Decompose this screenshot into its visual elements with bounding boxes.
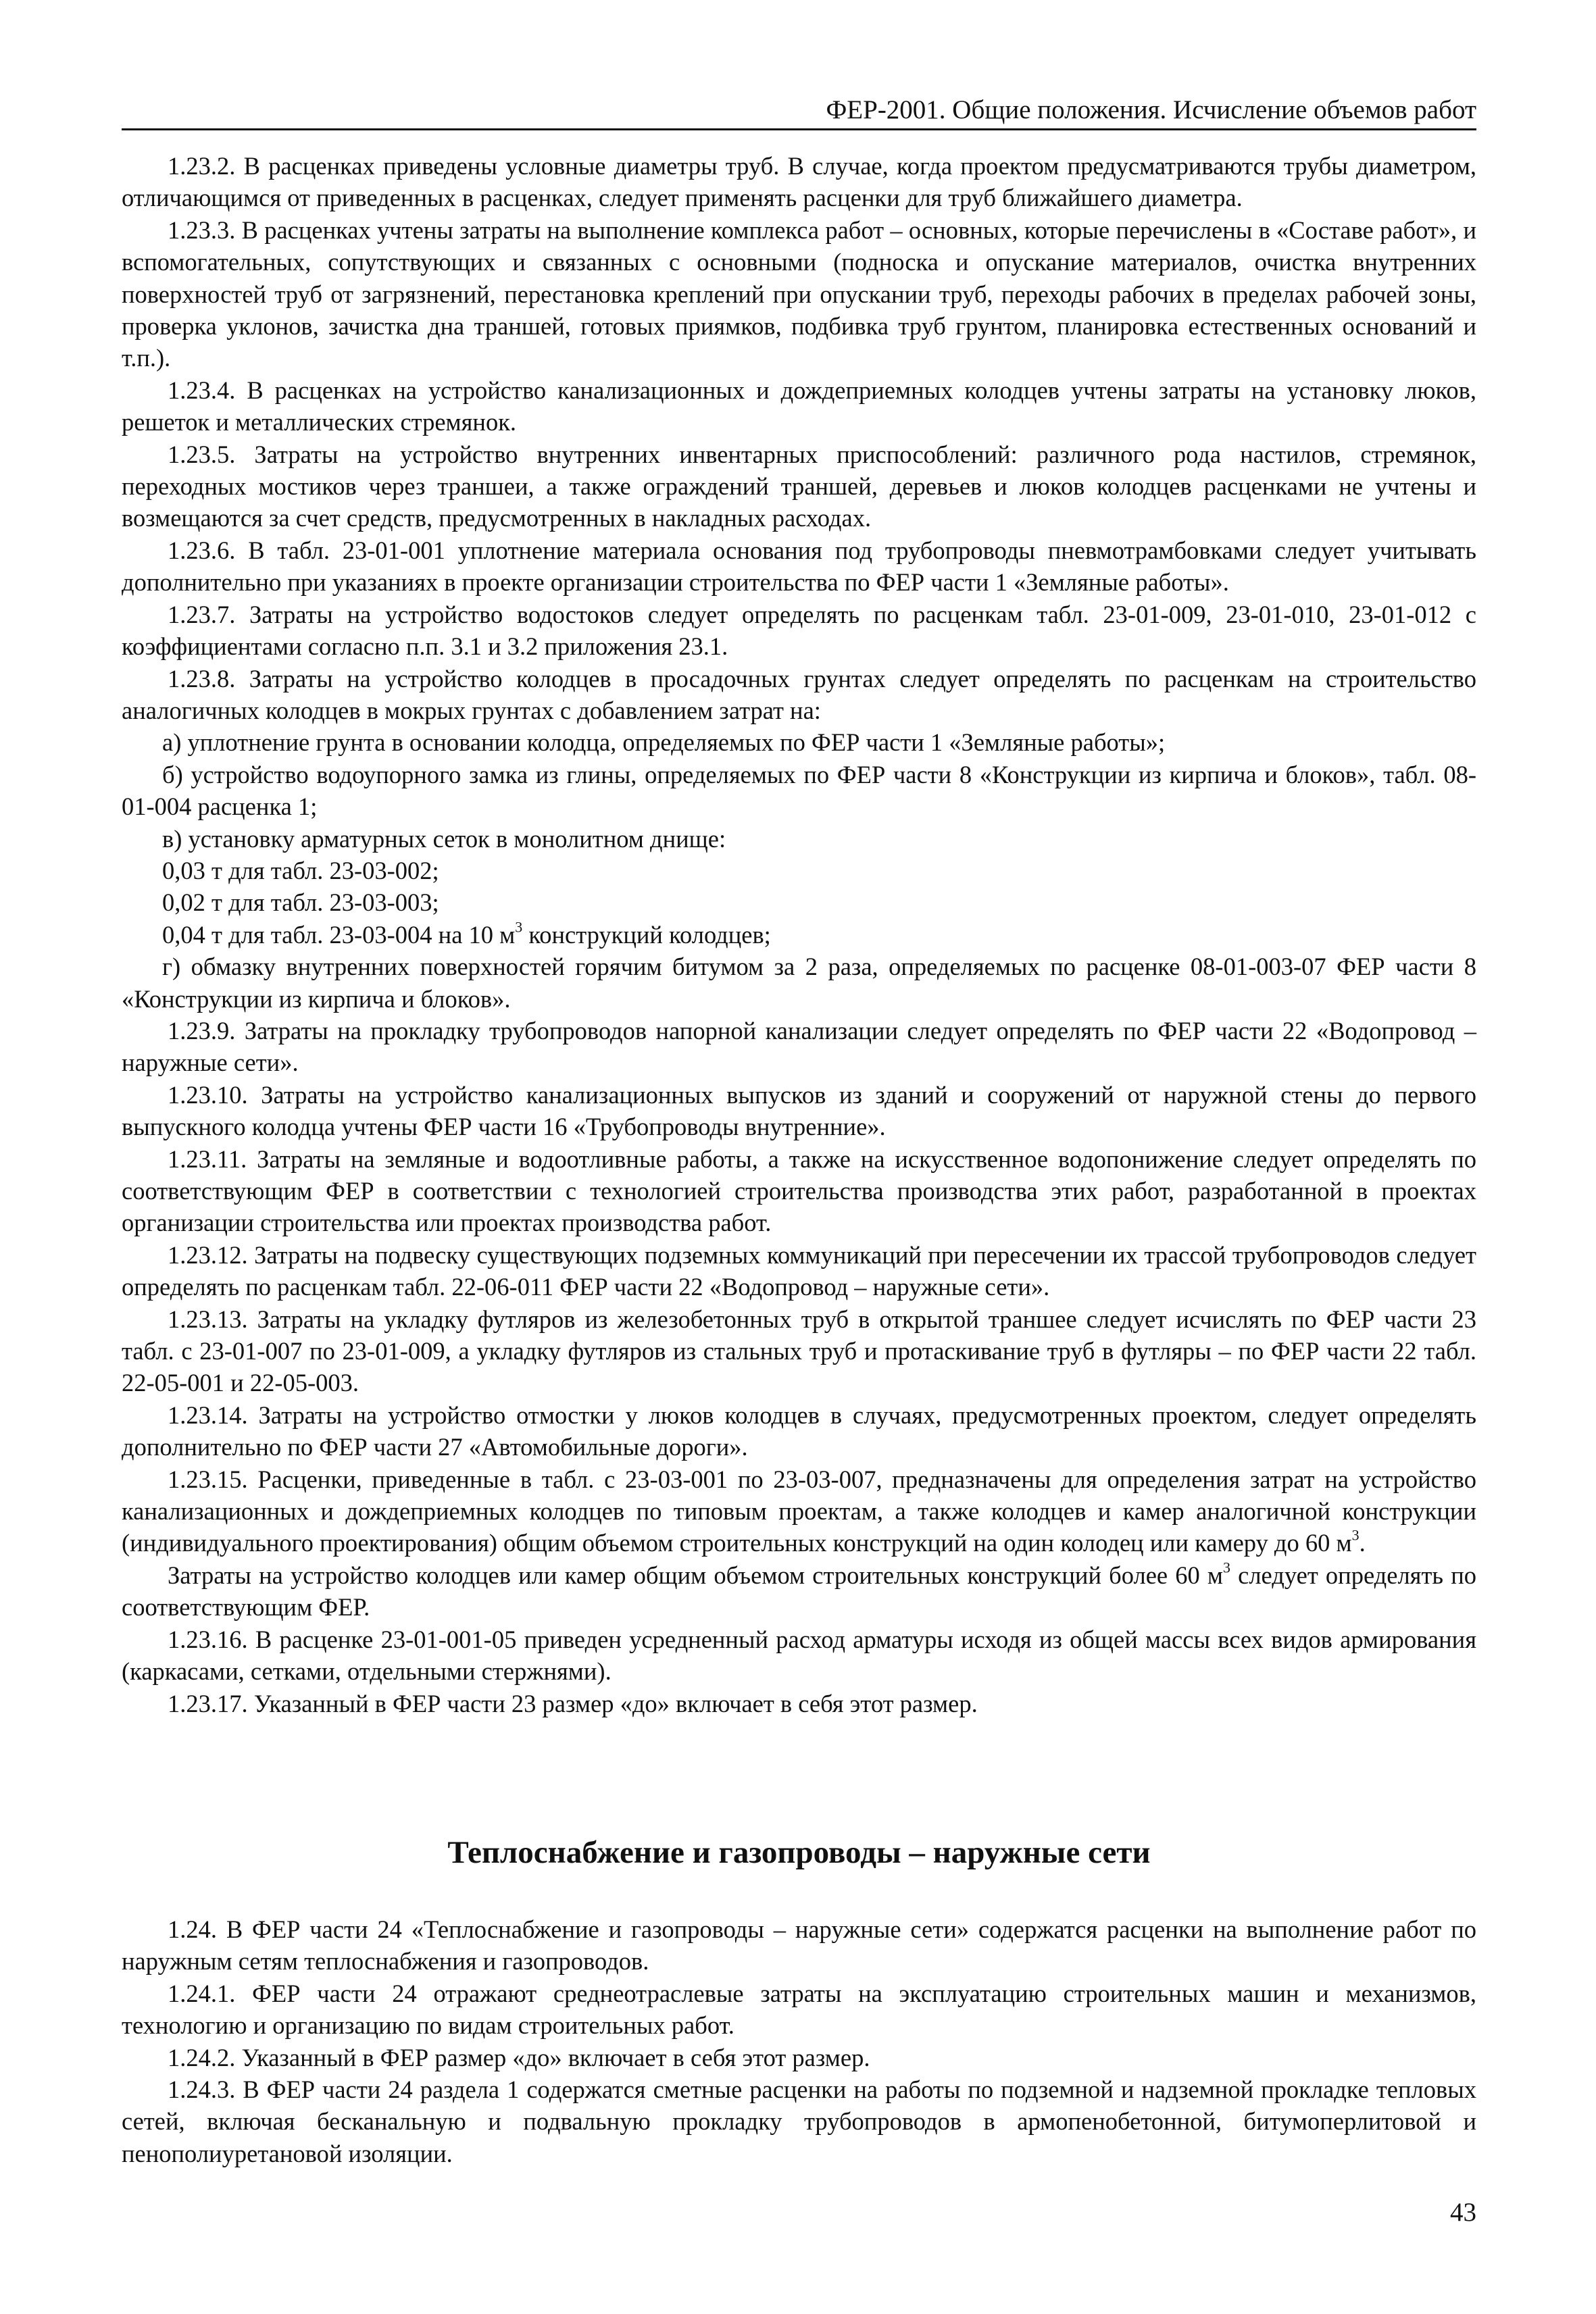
quantity-line-3-text: 0,04 т для табл. 23-03-004 на 10 м <box>162 920 516 949</box>
running-header: ФЕР-2001. Общие положения. Исчисление объемов работ <box>826 95 1476 124</box>
list-item-g: г) обмазку внутренних поверхностей горячим битумом за 2 раза, определяемых по расценке 08-01-003-07 ФЕР части 8 «Конструкции из кирпича и блоков». <box>122 953 1476 1013</box>
paragraph-large-wells-text: Затраты на устройство колодцев или камер общим объемом строительных конструкций более 60 м <box>168 1561 1224 1589</box>
quantity-line-1: 0,03 т для табл. 23-03-002; <box>162 856 439 884</box>
paragraph-1-23-17: 1.23.17. Указанный в ФЕР части 23 размер «до» включает в себя этот размер. <box>168 1689 978 1717</box>
quantity-line-2: 0,02 т для табл. 23-03-003; <box>162 888 439 917</box>
list-item-b: б) устройство водоупорного замка из глины, определяемых по ФЕР части 8 «Конструкции из кирпича и блоков», табл. 08-01-004 расценка 1; <box>122 760 1476 821</box>
paragraph-1-23-11: 1.23.11. Затраты на земляные и водоотливные работы, а также на искусственное водопонижение следует определять по соответствующим ФЕР в соответствии с технологией строительства производства этих работ, разработанной в проектах организации строительства или проектах производства работ. <box>122 1145 1476 1237</box>
paragraph-1-23-15-tail: . <box>1359 1529 1366 1557</box>
quantity-line-3-tail: конструкций колодцев; <box>522 920 771 949</box>
paragraph-1-23-9: 1.23.9. Затраты на прокладку трубопроводов напорной канализации следует определять по ФЕР части 22 «Водопровод – наружные сети». <box>122 1016 1476 1077</box>
paragraph-1-23-14: 1.23.14. Затраты на устройство отмостки у люков колодцев в случаях, предусмотренных проектом, следует определять дополнительно по ФЕР части 27 «Автомобильные дороги». <box>122 1401 1476 1461</box>
document-body <box>122 150 1476 1719</box>
section-body <box>122 1913 1476 2169</box>
paragraph-1-23-12: 1.23.12. Затраты на подвеску существующих подземных коммуникаций при пересечении их трассой трубопроводов следует определять по расценкам табл. 22-06-011 ФЕР части 22 «Водопровод – наружные сети». <box>122 1240 1476 1301</box>
paragraph-1-23-2: 1.23.2. В расценках приведены условные диаметры труб. В случае, когда проектом предусматриваются трубы диаметром, отличающимся от приведенных в расценках, следует применять расценки для труб ближайшего диаметра. <box>122 152 1476 212</box>
quantity-line-3 <box>122 919 1476 951</box>
cubic-superscript: 3 <box>1223 1559 1230 1576</box>
cubic-superscript: 3 <box>515 918 523 936</box>
paragraph-1-24-2: 1.24.2. Указанный в ФЕР размер «до» включает в себя этот размер. <box>168 2043 870 2071</box>
paragraph-1-24: 1.24. В ФЕР части 24 «Теплоснабжение и газопроводы – наружные сети» содержатся расценки на выполнение работ по наружным сетям теплоснабжения и газопроводов. <box>122 1915 1476 1976</box>
paragraph-1-23-8: 1.23.8. Затраты на устройство колодцев в просадочных грунтах следует определять по расценкам на строительство аналогичных колодцев в мокрых грунтах с добавлением затрат на: <box>122 664 1476 724</box>
header-rule <box>122 128 1476 130</box>
paragraph-large-wells-tail: следует определять по соответствующим ФЕР. <box>122 1561 1476 1621</box>
paragraph-1-23-15 <box>122 1463 1476 1559</box>
paragraph-1-24-3: 1.24.3. В ФЕР части 24 раздела 1 содержатся сметные расценки на работы по подземной и надземной прокладке тепловых сетей, включая бесканальную и подвальную прокладку трубопроводов в армопенобетонной, битумоперлитовой и пенополиуретановой изоляции. <box>122 2076 1476 2167</box>
paragraph-1-23-10: 1.23.10. Затраты на устройство канализационных выпусков из зданий и сооружений от наружной стены до первого выпускного колодца учтены ФЕР части 16 «Трубопроводы внутренние». <box>122 1080 1476 1141</box>
paragraph-1-23-4: 1.23.4. В расценках на устройство канализационных и дождеприемных колодцев учтены затраты на установку люков, решеток и металлических стремянок. <box>122 376 1476 436</box>
list-item-v: в) установку арматурных сеток в монолитном днище: <box>162 824 726 853</box>
paragraph-1-24-1: 1.24.1. ФЕР части 24 отражают среднеотраслевые затраты на эксплуатацию строительных машин и механизмов, технологию и организацию по видам строительных работ. <box>122 1979 1476 2040</box>
paragraph-1-23-3: 1.23.3. В расценках учтены затраты на выполнение комплекса работ – основных, которые перечислены в «Составе работ», и вспомогательных, сопутствующих и связанных с основными (подноска и опускание материалов, очистка внутренних поверхностей труб от загрязнений, перестановка креплений при опускании труб, переходы рабочих в пределах рабочей зоны, проверка уклонов, зачистка дна траншей, готовых приямков, подбивка труб грунтом, планировка естественных оснований и т.п.). <box>122 216 1476 372</box>
section-heading: Теплоснабжение и газопроводы – наружные сети <box>447 1835 1151 1870</box>
paragraph-1-23-13: 1.23.13. Затраты на укладку футляров из железобетонных труб в открытой траншее следует исчислять по ФЕР части 23 табл. с 23-01-007 по 23-01-009, а укладку футляров из стальных труб и протаскивание труб в футляры – по ФЕР части 22 табл. 22-05-001 и 22-05-003. <box>122 1305 1476 1397</box>
paragraph-1-23-15-text: 1.23.15. Расценки, приведенные в табл. с 23-03-001 по 23-03-007, предназначены для определения затрат на устройство канализационных и дождеприемных колодцев по типовым проектам, а также колодцев и камер аналогичной конструкции (индивидуального проектирования) общим объемом строительных конструкций на один колодец или камеру до 60 м <box>122 1465 1476 1557</box>
list-item-a: а) уплотнение грунта в основании колодца, определяемых по ФЕР части 1 «Земляные работы»; <box>162 728 1166 757</box>
paragraph-1-23-6: 1.23.6. В табл. 23-01-001 уплотнение материала основания под трубопроводы пневмотрамбовками следует учитывать дополнительно при указаниях в проекте организации строительства по ФЕР части 1 «Земляные работы». <box>122 536 1476 597</box>
cubic-superscript: 3 <box>1351 1527 1360 1544</box>
paragraph-1-23-5: 1.23.5. Затраты на устройство внутренних инвентарных приспособлений: различного рода настилов, стремянок, переходных мостиков через траншеи, а также ограждений траншей, деревьев и люков колодцев расценками не учтены и возмещаются за счет средств, предусмотренных в накладных расходах. <box>122 440 1476 532</box>
paragraph-large-wells <box>122 1559 1476 1624</box>
paragraph-1-23-16: 1.23.16. В расценке 23-01-001-05 приведен усредненный расход арматуры исходя из общей массы всех видов армирования (каркасами, сетками, отдельными стержнями). <box>122 1625 1476 1686</box>
page-number: 43 <box>1450 2198 1476 2227</box>
paragraph-1-23-7: 1.23.7. Затраты на устройство водостоков следует определять по расценкам табл. 23-01-009, 23-01-010, 23-01-012 с коэффициентами согласно п.п. 3.1 и 3.2 приложения 23.1. <box>122 600 1476 661</box>
